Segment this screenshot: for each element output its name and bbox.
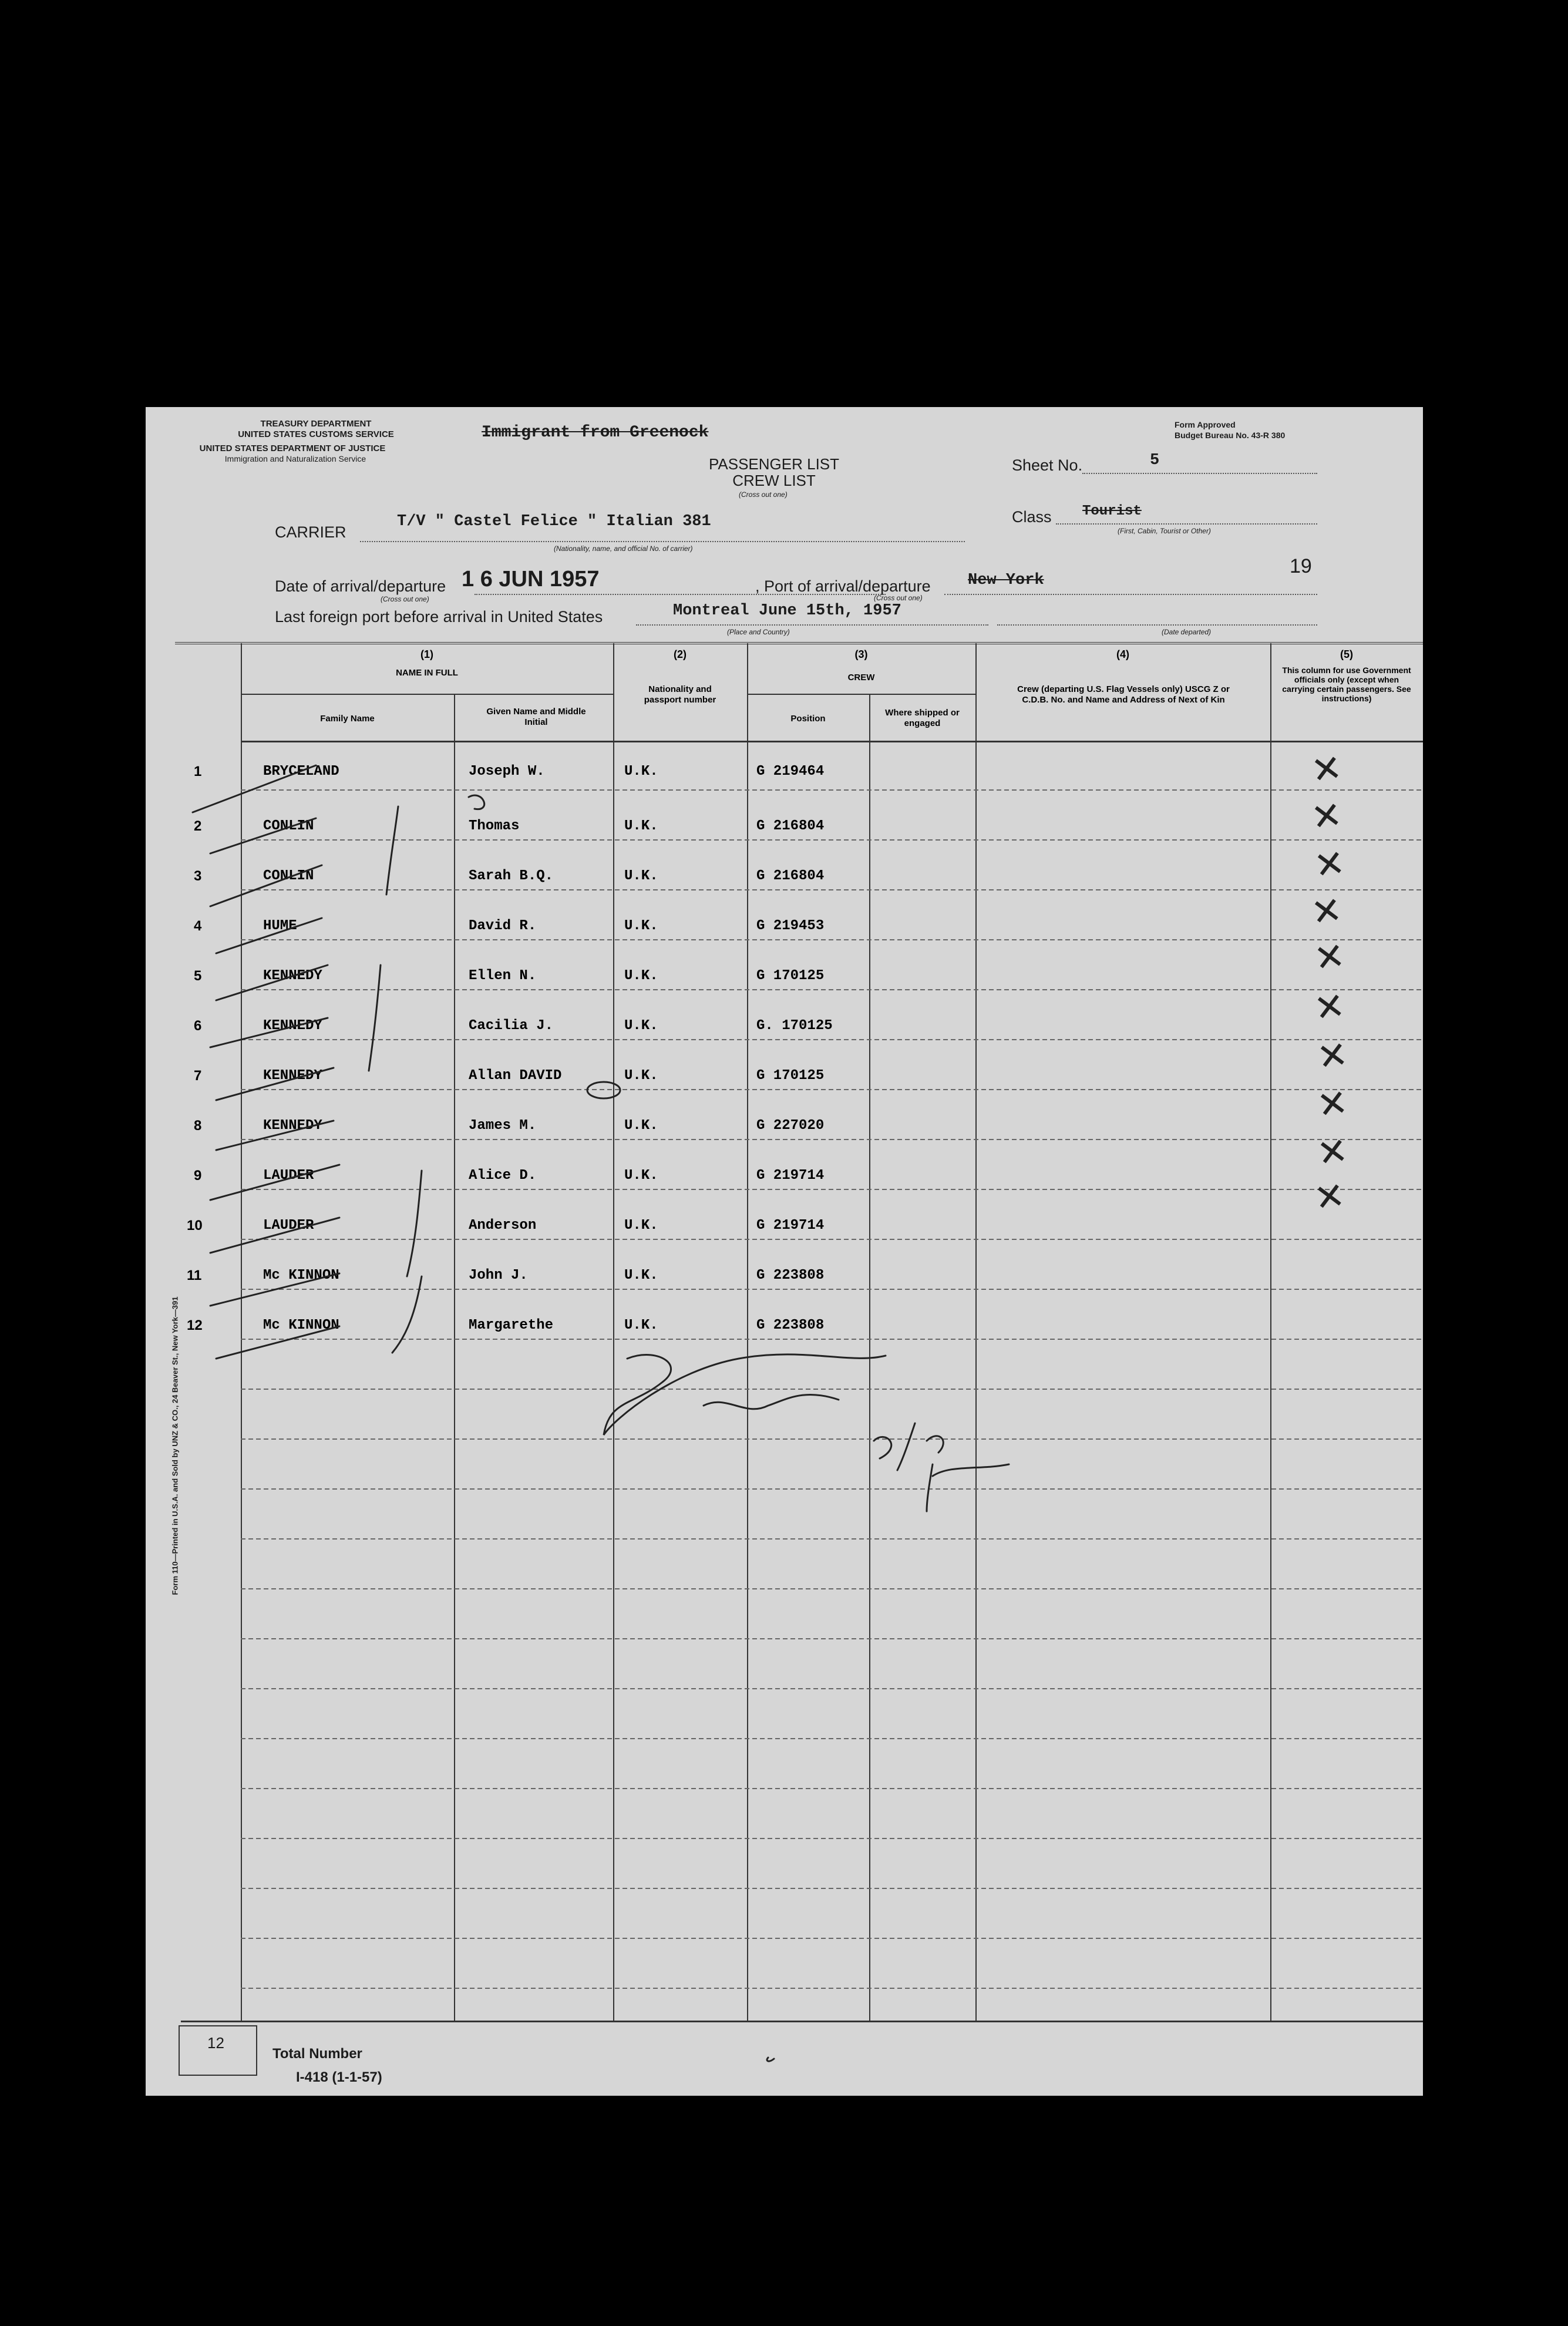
last-port-value: Montreal June 15th, 1957: [673, 602, 901, 620]
given-name: Margarethe: [469, 1317, 554, 1333]
nationality: U.K.: [624, 1118, 658, 1134]
carrier-note: (Nationality, name, and official No. of carrier): [554, 544, 693, 553]
col1b-title: Given Name and Middle Initial: [486, 707, 586, 727]
title-note: (Cross out one): [739, 490, 788, 499]
arrival-note: (Cross out one): [381, 595, 429, 603]
given-name: Allan DAVID: [469, 1068, 562, 1084]
agency-line-4: Immigration and Naturalization Service: [224, 454, 366, 463]
manifest-sheet: [146, 407, 1423, 2096]
immigrant-stamp: Immigrant from Greenock: [482, 423, 709, 442]
check-x-mark: ✕: [1314, 1032, 1351, 1080]
agency-line-2: UNITED STATES CUSTOMS SERVICE: [238, 429, 394, 439]
col2-title: Nationality and passport number: [644, 684, 716, 705]
budget-bureau: Budget Bureau No. 43-R 380: [1175, 431, 1286, 440]
family-name: CONLIN: [263, 868, 314, 884]
last-port-place-note: (Place and Country): [727, 628, 790, 636]
crew-list-title: CREW LIST: [732, 472, 816, 489]
family-name: KENNEDY: [263, 1018, 322, 1034]
given-name: John J.: [469, 1268, 528, 1283]
passport-number: G 216804: [756, 868, 825, 884]
passport-number: G. 170125: [756, 1018, 833, 1034]
row-number: 1: [194, 764, 202, 779]
port-note: (Cross out one): [874, 594, 923, 602]
passport-number: G 170125: [756, 1068, 825, 1084]
given-name: Ellen N.: [469, 968, 537, 984]
nationality: U.K.: [624, 1317, 658, 1333]
given-name: Thomas: [469, 818, 520, 834]
check-x-mark: ✕: [1311, 933, 1348, 981]
family-name: KENNEDY: [263, 968, 322, 984]
family-name: BRYCELAND: [263, 764, 339, 779]
col5-title: This column for use Government officials only (except when carrying certain passengers. See instructions): [1282, 665, 1411, 703]
col1a-title: Family Name: [320, 714, 375, 724]
given-name: James M.: [469, 1118, 537, 1134]
agency-line-1: TREASURY DEPARTMENT: [260, 419, 372, 429]
passport-number: G 219464: [756, 764, 825, 779]
check-x-mark: ✕: [1308, 792, 1345, 840]
sheet-label: Sheet No.: [1012, 456, 1083, 474]
family-name: Mc KINNON: [263, 1268, 339, 1283]
agency-line-3: UNITED STATES DEPARTMENT OF JUSTICE: [199, 443, 386, 453]
given-name: Cacilia J.: [469, 1018, 554, 1034]
last-port-date-note: (Date departed): [1162, 628, 1212, 636]
row-number: 4: [194, 918, 202, 934]
arrival-date: 1 6 JUN 1957: [462, 567, 600, 591]
col5-number: (5): [1340, 648, 1353, 660]
check-x-mark: ✕: [1311, 841, 1348, 888]
row-number: 3: [194, 868, 202, 884]
passport-number: G 170125: [756, 968, 825, 984]
family-name: Mc KINNON: [263, 1317, 339, 1333]
nationality: U.K.: [624, 1168, 658, 1184]
family-name: LAUDER: [263, 1168, 314, 1184]
row-number: 10: [187, 1218, 203, 1233]
passport-number: G 223808: [756, 1317, 825, 1333]
nationality: U.K.: [624, 764, 658, 779]
col3a-title: Position: [790, 714, 826, 724]
row-number: 12: [187, 1317, 203, 1333]
row-number: 8: [194, 1118, 202, 1134]
passport-number: G 223808: [756, 1268, 825, 1283]
passport-number: G 219714: [756, 1168, 825, 1184]
class-value: Tourist: [1082, 503, 1142, 519]
check-x-mark: ✕: [1308, 745, 1345, 793]
nationality: U.K.: [624, 1068, 658, 1084]
class-note: (First, Cabin, Tourist or Other): [1118, 527, 1211, 535]
col4-number: (4): [1116, 648, 1129, 660]
given-name: Joseph W.: [469, 764, 545, 779]
family-name: LAUDER: [263, 1218, 314, 1233]
nationality: U.K.: [624, 868, 658, 884]
col3b-title: Where shipped or engaged: [885, 708, 960, 728]
passport-number: G 216804: [756, 818, 825, 834]
col1-title: NAME IN FULL: [396, 668, 458, 678]
nationality: U.K.: [624, 1018, 658, 1034]
passport-number: G 219453: [756, 918, 825, 934]
family-name: CONLIN: [263, 818, 314, 834]
carrier-value: T/V " Castel Felice " Italian 381: [397, 513, 711, 530]
sheet-value: 5: [1150, 452, 1160, 469]
printer-margin-text: Form 110—Printed in U.S.A. and Sold by UNZ & CO., 24 Beaver St., New York—391: [170, 1296, 180, 1595]
given-name: David R.: [469, 918, 537, 934]
row-number: 2: [194, 818, 202, 834]
family-name: KENNEDY: [263, 1068, 322, 1084]
total-label: Total Number: [272, 2046, 362, 2062]
last-port-label: Last foreign port before arrival in United States: [275, 608, 603, 626]
nationality: U.K.: [624, 918, 658, 934]
col4-title: Crew (departing U.S. Flag Vessels only) USCG Z or C.D.B. No. and Name and Address of Next of Kin: [1017, 684, 1230, 705]
pen-annotations: [146, 407, 1423, 2096]
given-name: Anderson: [469, 1218, 537, 1233]
col3-title: CREW: [847, 673, 875, 683]
passport-number: G 219714: [756, 1218, 825, 1233]
passenger-list-title: PASSENGER LIST: [708, 455, 840, 473]
form-number: I-418 (1-1-57): [296, 2069, 382, 2085]
row-number: 7: [194, 1068, 202, 1084]
carrier-label: CARRIER: [275, 523, 346, 541]
row-number: 11: [187, 1268, 202, 1283]
check-x-mark: ✕: [1314, 1128, 1351, 1176]
row-number: 9: [194, 1168, 202, 1184]
family-name: KENNEDY: [263, 1118, 322, 1134]
nationality: U.K.: [624, 1218, 658, 1233]
total-value: 12: [207, 2034, 224, 2052]
nationality: U.K.: [624, 1268, 658, 1283]
col2-number: (2): [674, 648, 687, 660]
given-name: Sarah B.Q.: [469, 868, 554, 884]
row-number: 5: [194, 968, 202, 984]
col1-number: (1): [420, 648, 433, 660]
port-label: , Port of arrival/departure: [755, 577, 931, 595]
check-x-mark: ✕: [1311, 983, 1348, 1031]
family-name: HUME: [263, 918, 297, 934]
given-name: Alice D.: [469, 1168, 537, 1184]
check-x-mark: ✕: [1314, 1080, 1351, 1128]
page-number: 19: [1290, 555, 1312, 577]
port-value: New York: [968, 572, 1044, 589]
passport-number: G 227020: [756, 1118, 825, 1134]
class-label: Class: [1012, 508, 1052, 526]
check-x-mark: ✕: [1308, 888, 1345, 935]
form-approved: Form Approved: [1175, 420, 1236, 429]
check-x-mark: ✕: [1311, 1173, 1348, 1221]
row-number: 6: [194, 1018, 202, 1034]
arrival-label: Date of arrival/departure: [275, 577, 446, 595]
nationality: U.K.: [624, 818, 658, 834]
nationality: U.K.: [624, 968, 658, 984]
col3-number: (3): [854, 648, 868, 660]
